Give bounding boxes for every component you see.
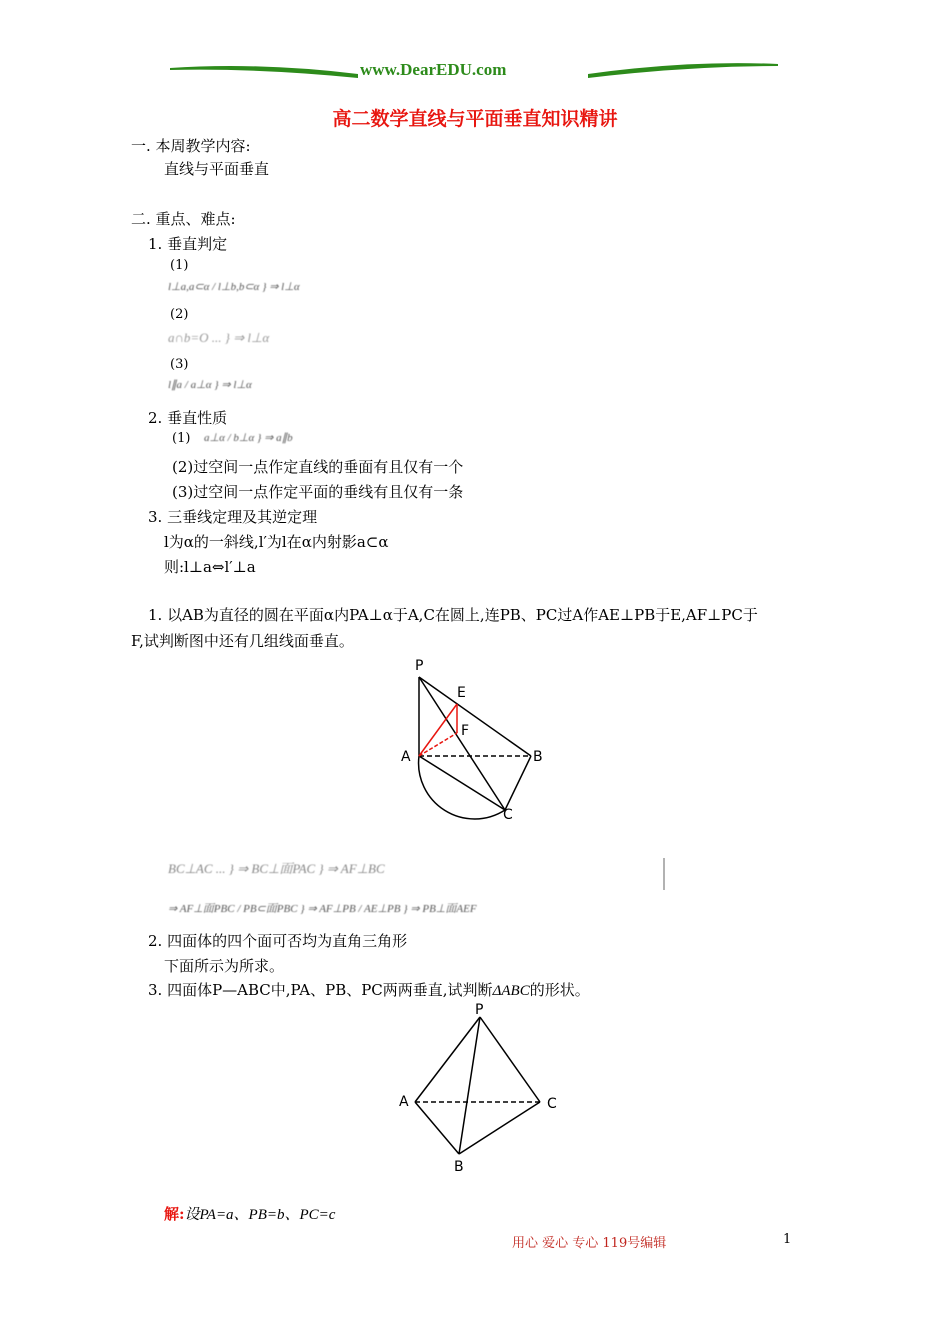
point1-formula1: l⊥a,a⊂α / l⊥b,b⊂α } ⇒ l⊥α — [168, 281, 300, 293]
point3-heading: 3. 三垂线定理及其逆定理 — [148, 508, 318, 526]
point1-item2-label: (2) — [170, 307, 189, 322]
fig1-label-C: C — [503, 807, 513, 823]
figure1-diagram — [395, 655, 555, 827]
example2-line2: 下面所示为所求。 — [164, 957, 285, 975]
example3-text-b: 的形状。 — [529, 981, 590, 999]
fig2-label-B: B — [454, 1159, 464, 1175]
solution-line — [164, 1203, 335, 1224]
site-logo-text: www.DearEDU.com — [360, 60, 507, 79]
example1-line1: 1. 以AB为直径的圆在平面α内PA⊥α于A,C在圆上,连PB、PC过A作AE⊥PB于E,AF⊥PC于 — [148, 606, 758, 624]
solution-text: 设PA=a、PB=b、PC=c — [184, 1207, 336, 1223]
point1-item1-label: (1) — [170, 258, 189, 273]
page-number: 1 — [783, 1232, 792, 1247]
example3-line1 — [148, 979, 590, 1000]
fig1-label-F: F — [461, 723, 470, 739]
point2-item3: (3)过空间一点作定平面的垂线有且仅有一条 — [172, 483, 464, 501]
example1-proof-line1: BC⊥AC ... } ⇒ BC⊥面PAC } ⇒ AF⊥BC — [168, 861, 385, 876]
footer-text: 用心 爱心 专心 119号编辑 — [512, 1236, 667, 1251]
example2-line1: 2. 四面体的四个面可否均为直角三角形 — [148, 932, 408, 950]
point1-formula3: l∥a / a⊥α } ⇒ l⊥α — [168, 379, 252, 391]
example3-text-a: 3. 四面体P—ABC中,PA、PB、PC两两垂直,试判断 — [148, 981, 493, 999]
point1-formula2: a∩b=O ... } ⇒ l⊥α — [168, 330, 270, 345]
solution-label: 解: — [164, 1205, 185, 1223]
fig1-label-E: E — [457, 685, 466, 701]
example1-proof-line2: ⇒ AF⊥面PBC / PB⊂面PBC } ⇒ AF⊥PB / AE⊥PB } ⇒ PB⊥面AEF — [168, 903, 477, 915]
fig2-label-P: P — [475, 1002, 484, 1018]
section2-heading: 二. 重点、难点: — [131, 210, 236, 228]
fig2-label-C: C — [547, 1096, 557, 1112]
point3-line1: l为α的一斜线,l′为l在α内射影a⊂α — [164, 533, 389, 551]
fig2-label-A: A — [399, 1094, 409, 1110]
point2-formula1: a⊥α / b⊥α } ⇒ a∥b — [204, 432, 293, 444]
example3-triangle: ΔABC — [492, 983, 530, 999]
point2-item1-label: (1) — [172, 431, 191, 446]
point1-heading: 1. 垂直判定 — [148, 235, 228, 253]
point1-item3-label: (3) — [170, 357, 189, 372]
example1-line2: F,试判断图中还有几组线面垂直。 — [131, 632, 354, 650]
point3-line2: 则:l⊥a⇔l′⊥a — [164, 558, 256, 576]
section1-content: 直线与平面垂直 — [164, 160, 270, 178]
fig1-label-P: P — [415, 658, 424, 674]
figure2-tetrahedron — [395, 1000, 565, 1180]
fig1-label-A: A — [401, 749, 411, 765]
page-title: 高二数学直线与平面垂直知识精讲 — [332, 108, 618, 130]
point2-heading: 2. 垂直性质 — [148, 409, 228, 427]
section1-heading: 一. 本周教学内容: — [131, 137, 251, 155]
fig1-label-B: B — [533, 749, 543, 765]
proof-brace — [662, 856, 668, 892]
point2-item2: (2)过空间一点作定直线的垂面有且仅有一个 — [172, 458, 464, 476]
